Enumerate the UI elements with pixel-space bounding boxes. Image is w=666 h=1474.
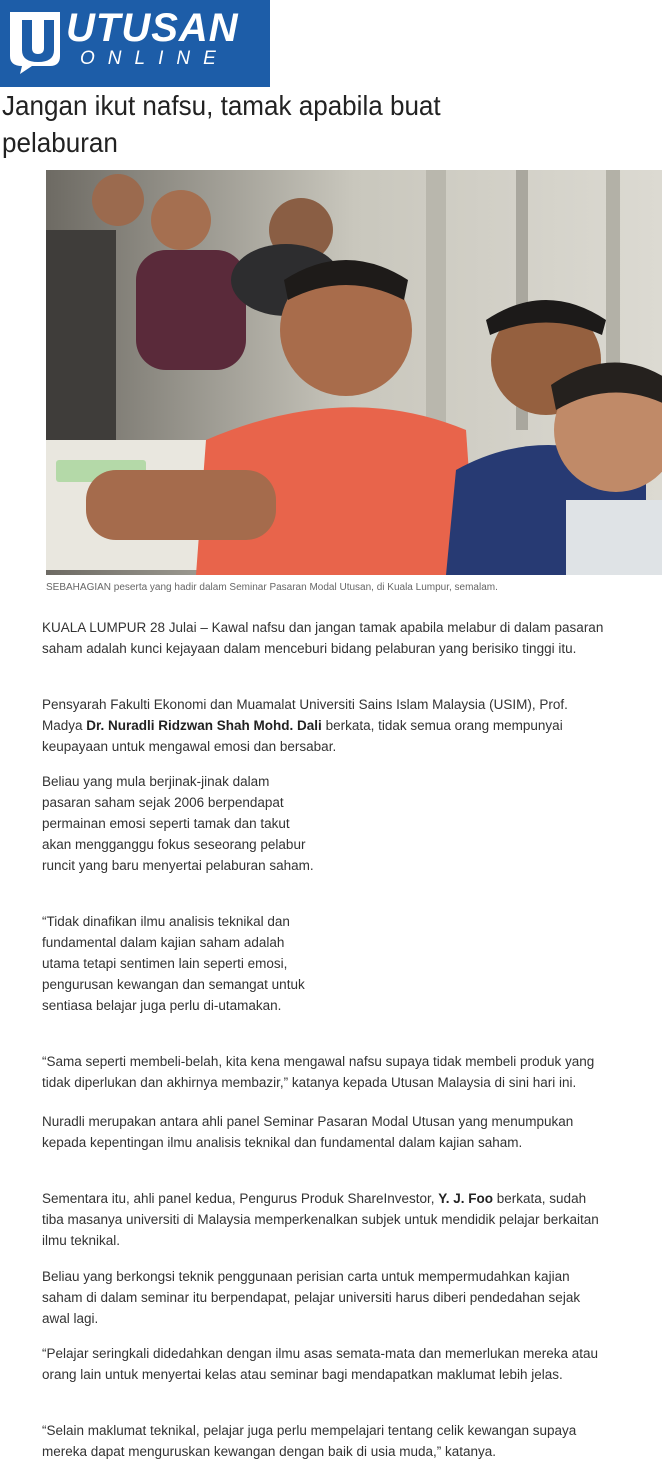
paragraph-10: “Selain maklumat teknikal, pelajar juga perlu mempelajari tentang celik kewangan supaya mereka dapat menguruskan kewangan dengan baik di usia muda,” katanya. bbox=[42, 1423, 577, 1459]
paragraph-7-text-b: berkata, sudah tiba masanya universiti di Malaysia memperkenalkan subjek untuk mendidik pelajar berkaitan ilmu teknikal. bbox=[42, 1191, 599, 1248]
photo-caption: SEBAHAGIAN peserta yang hadir dalam Seminar Pasaran Modal Utusan, di Kuala Lumpur, semalam. bbox=[46, 582, 498, 593]
paragraph-2 bbox=[42, 694, 610, 757]
paragraph-4: “Tidak dinafikan ilmu analisis teknikal dan fundamental dalam kajian saham adalah utama tetapi sentimen lain seperti emosi, pengurusan kewangan dan semangat untuk sentiasa belajar juga perlu di-utamakan. bbox=[42, 914, 305, 1013]
person-name-foo: Y. J. Foo bbox=[438, 1191, 494, 1206]
paragraph-7-text-a: Sementara itu, ahli panel kedua, Pengurus Produk ShareInvestor, bbox=[42, 1191, 439, 1206]
utusan-online-logo[interactable] bbox=[0, 0, 270, 87]
utusan-logo-mark-icon bbox=[6, 8, 64, 76]
paragraph-9: “Pelajar seringkali didedahkan dengan ilmu asas semata-mata dan memerlukan mereka atau orang lain untuk menyertai kelas atau seminar bagi mendapatkan maklumat lebih jelas. bbox=[42, 1346, 599, 1382]
paragraph-2-text-b: berkata, tidak semua orang mempunyai keupayaan untuk mengawal emosi dan bersabar. bbox=[42, 718, 563, 754]
person-name-nuradli: Dr. Nuradli Ridzwan Shah Mohd. Dali bbox=[86, 718, 322, 733]
paragraph-lead: KUALA LUMPUR 28 Julai – Kawal nafsu dan jangan tamak apabila melabur di dalam pasaran saham adalah kunci kejayaan dalam menceburi bidang pelaburan yang berisiko tinggi itu. bbox=[42, 620, 604, 656]
logo-wordmark: UTUSAN bbox=[66, 6, 239, 50]
article-headline: Jangan ikut nafsu, tamak apabila buat pelaburan bbox=[2, 90, 441, 158]
paragraph-8: Beliau yang berkongsi teknik penggunaan perisian carta untuk mempermudahkan kajian saham di dalam seminar itu berpendapat, pelajar universiti harus diberi pendedahan sejak awal lagi. bbox=[42, 1269, 581, 1326]
paragraph-2-text-a: Pensyarah Fakulti Ekonomi dan Muamalat Universiti Sains Islam Malaysia (USIM), Prof. Madya bbox=[42, 697, 568, 733]
logo-subtitle: ONLINE bbox=[80, 48, 229, 69]
paragraph-6: Nuradli merupakan antara ahli panel Seminar Pasaran Modal Utusan yang menumpukan kepada kepentingan ilmu analisis teknikal dan fundamental dalam kajian saham. bbox=[42, 1114, 574, 1150]
paragraph-3: Beliau yang mula berjinak-jinak dalam pasaran saham sejak 2006 berpendapat permainan emosi seperti tamak dan takut akan mengganggu fokus seseorang pelabur runcit yang baru menyertai pelaburan saham. bbox=[42, 774, 314, 873]
paragraph-7 bbox=[42, 1188, 610, 1251]
article-photo bbox=[46, 170, 662, 575]
paragraph-5: “Sama seperti membeli-belah, kita kena mengawal nafsu supaya tidak membeli produk yang tidak diperlukan dan akhirnya membazir,” katanya kepada Utusan Malaysia di sini hari ini. bbox=[42, 1054, 595, 1090]
